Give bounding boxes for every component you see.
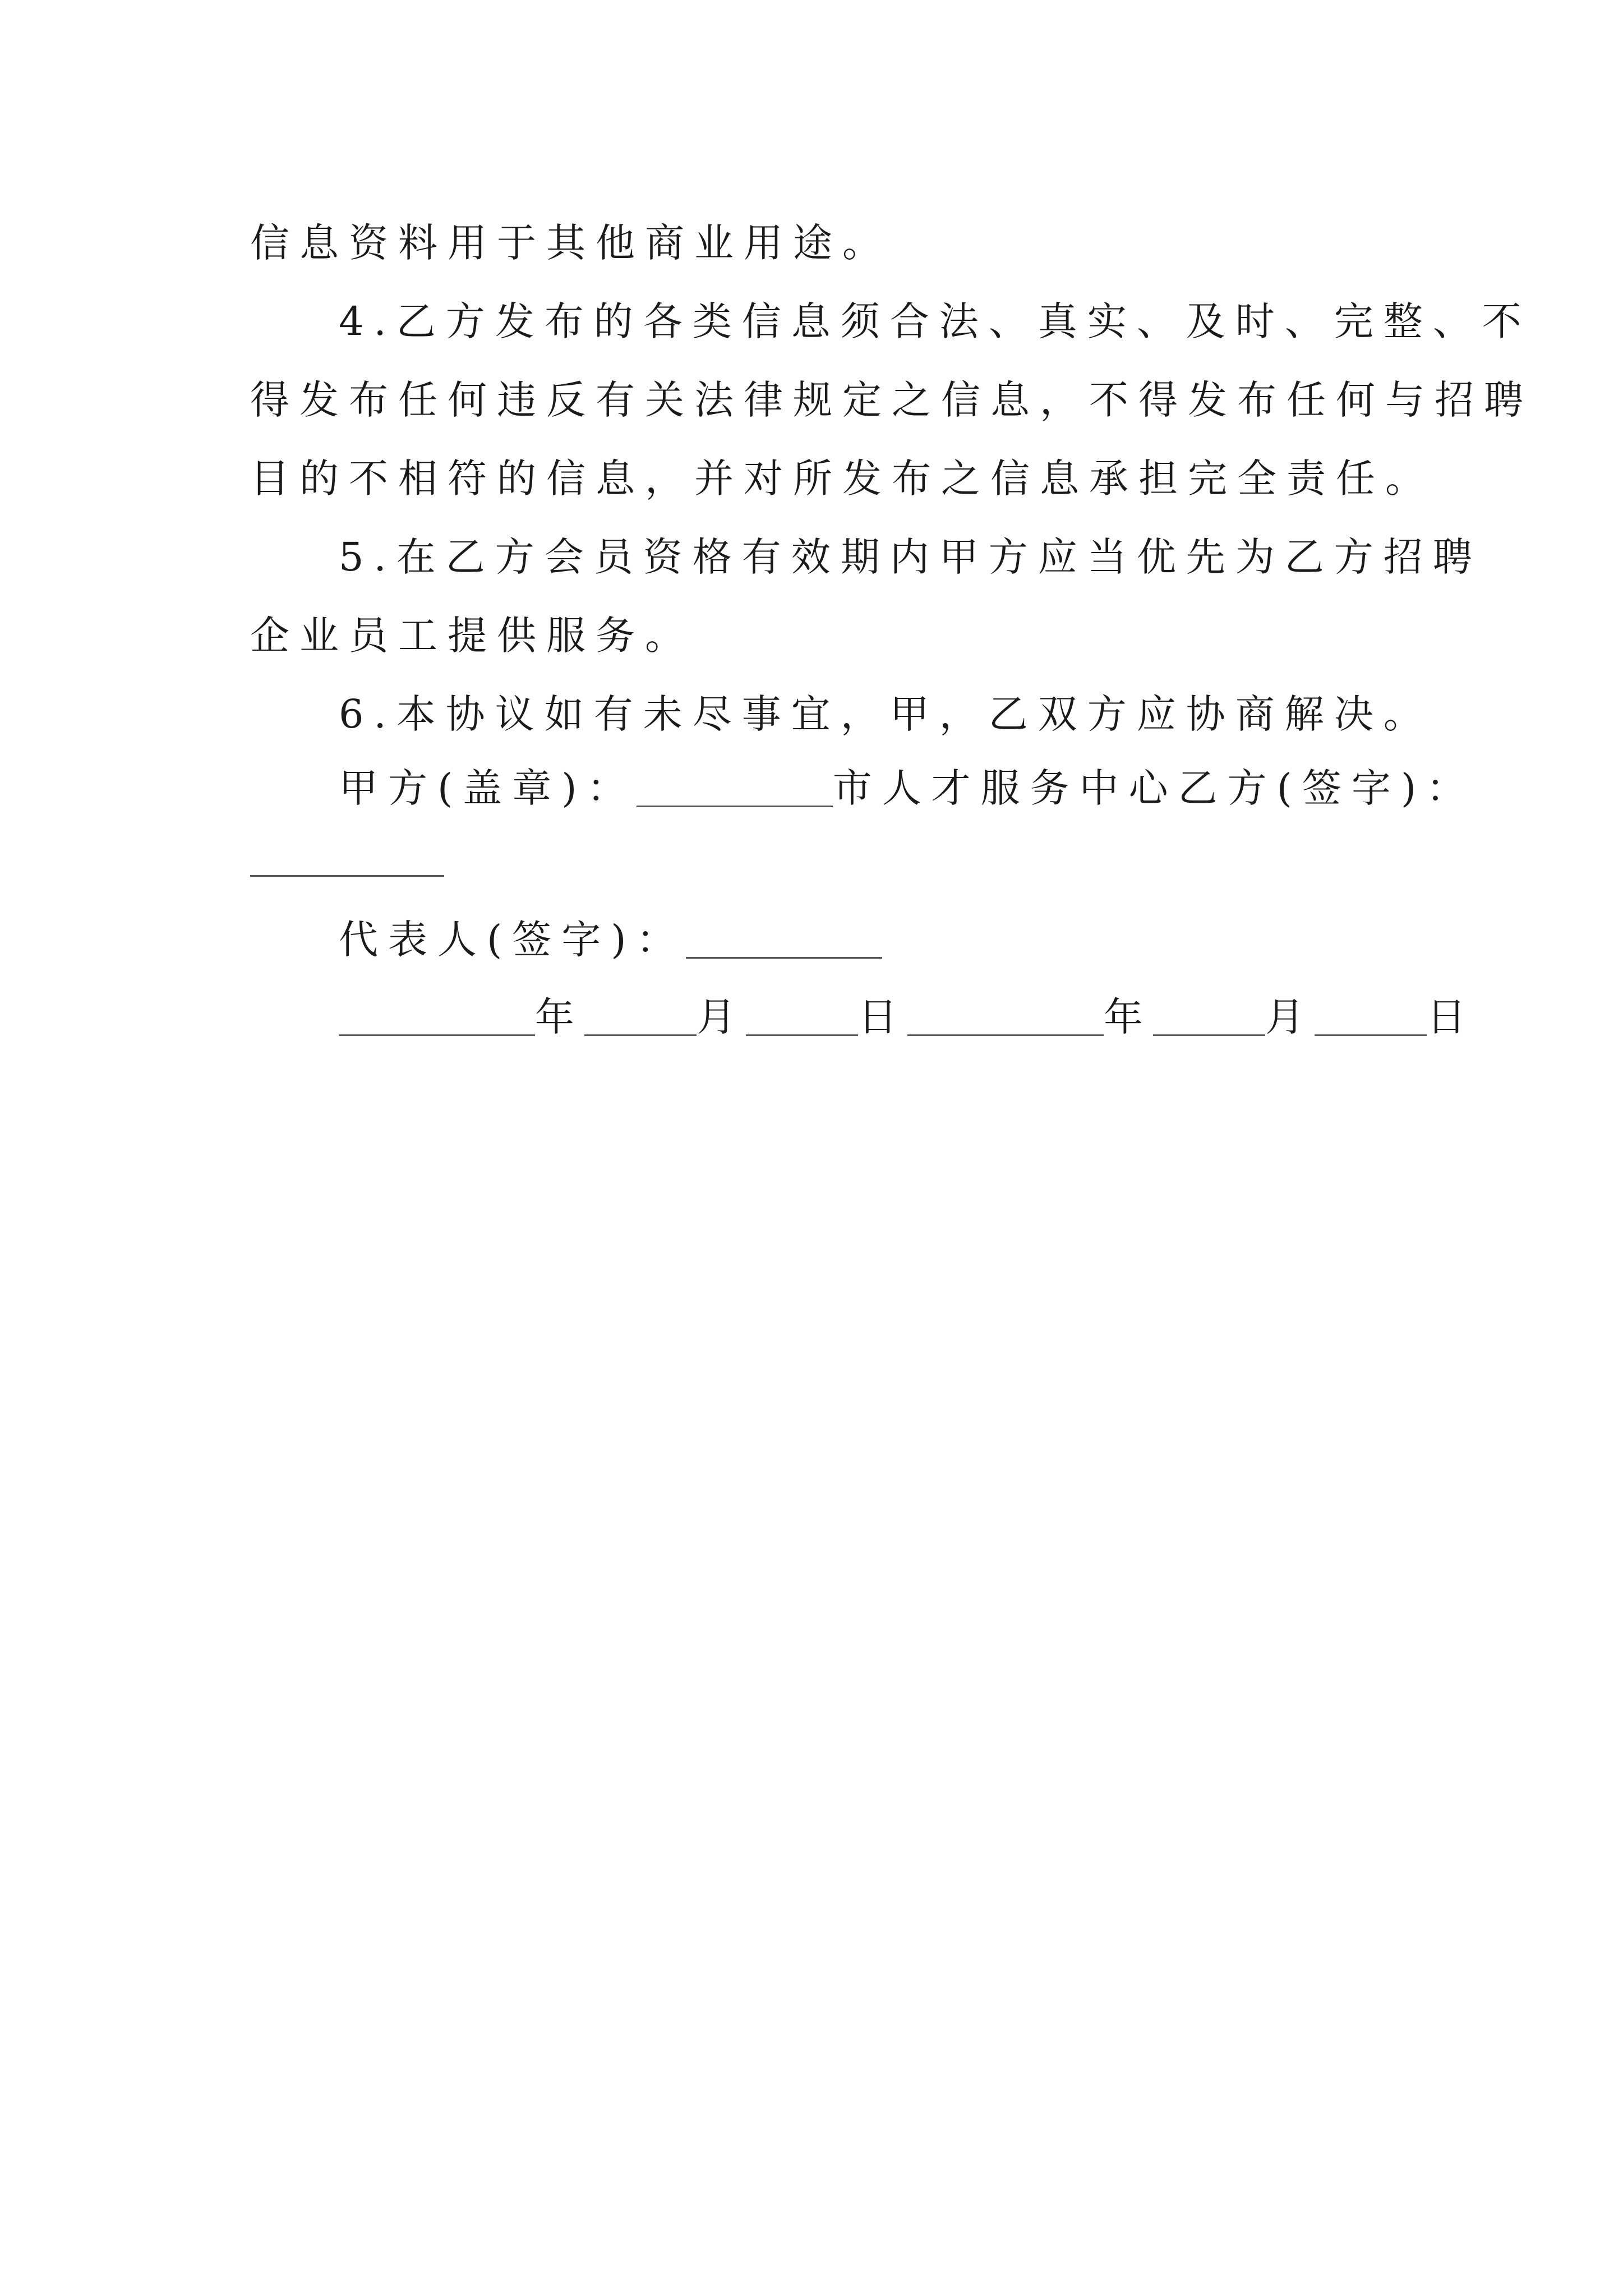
date-a-day: 日 [858, 994, 907, 1040]
date-b-month: 月 [1265, 994, 1315, 1040]
representative-line [339, 917, 882, 963]
clause-4-line-3: 目的不相符的信息，并对所发布之信息承担完全责任。 [250, 455, 1435, 501]
party-a-label: 甲方(盖章)： [339, 765, 637, 811]
party-signature-line [339, 765, 1476, 811]
date-b-year: 年 [1104, 994, 1153, 1040]
party-a-blank [637, 805, 833, 807]
date-a-year: 年 [535, 994, 584, 1040]
paragraph-3-continuation: 信息资料用于其他商业用途。 [250, 220, 892, 266]
representative-blank [686, 956, 882, 959]
clause-5-line-1: 5.在乙方会员资格有效期内甲方应当优先为乙方招聘 [339, 534, 1482, 580]
representative-label: 代表人(签字)： [339, 917, 686, 963]
party-a-suffix: 市人才服务中心乙方(签字)： [832, 765, 1476, 811]
party-b-signature-blank [250, 875, 444, 877]
date-b-day: 日 [1427, 994, 1476, 1040]
clause-4-line-2: 得发布任何违反有关法律规定之信息，不得发布任何与招聘 [250, 377, 1533, 423]
clause-5-line-2: 企业员工提供服务。 [250, 613, 694, 659]
date-a-month-blank [584, 1034, 697, 1036]
clause-6: 6.本协议如有未尽事宜，甲，乙双方应协商解决。 [339, 691, 1433, 737]
date-b-year-blank [907, 1034, 1104, 1036]
clause-4-line-1: 4.乙方发布的各类信息须合法、真实、及时、完整、不 [339, 298, 1532, 344]
date-a-year-blank [339, 1034, 535, 1036]
date-a-day-blank [746, 1034, 858, 1036]
date-b-month-blank [1153, 1034, 1265, 1036]
date-b-day-blank [1315, 1034, 1427, 1036]
date-a-month: 月 [697, 994, 746, 1040]
date-line [339, 994, 1476, 1040]
